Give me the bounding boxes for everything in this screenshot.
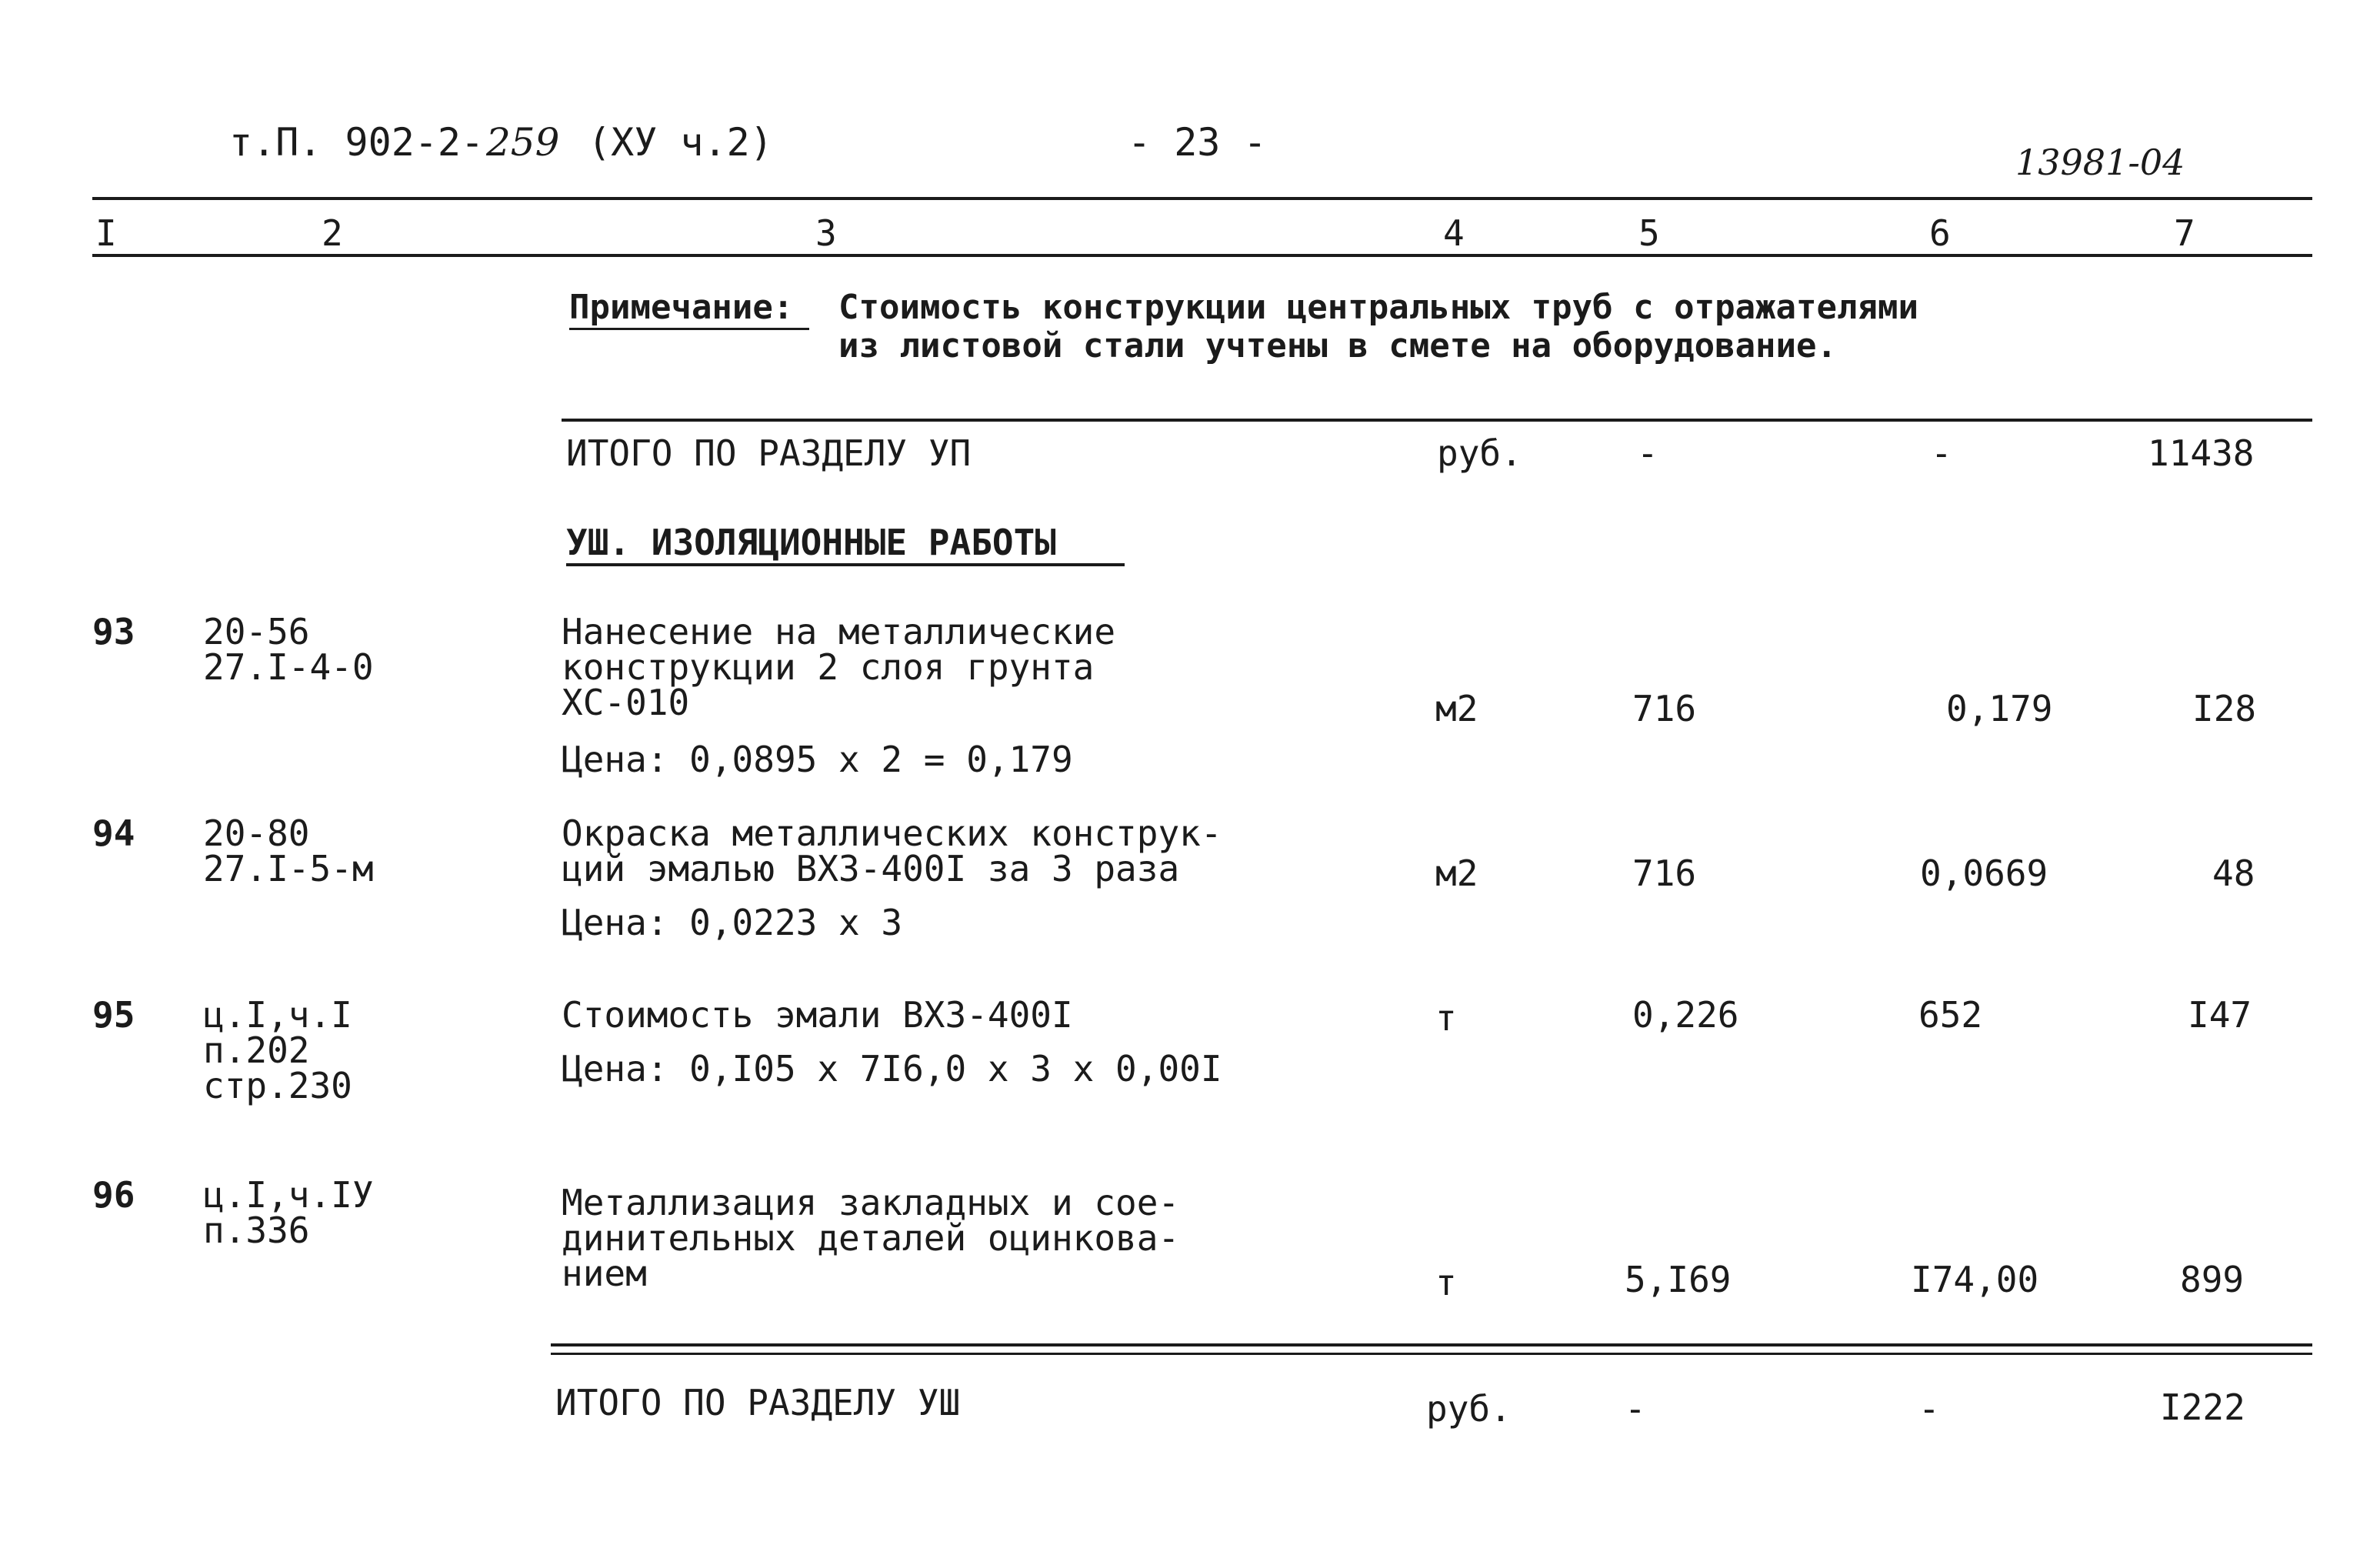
note-label-underline	[569, 328, 809, 330]
row-description: Металлизация закладных и сое- динительных деталей оцинкова- нием	[562, 1182, 1180, 1294]
row-number: 93	[92, 611, 135, 652]
page-number: - 23 -	[1128, 120, 1267, 165]
row-code: 20-80 27.I-5-м	[203, 813, 374, 889]
column-number-3: 3	[815, 212, 837, 254]
row-price-note: Цена: 0,I05 x 7I6,0 x 3 x 0,00I	[562, 1048, 1222, 1090]
total-qty: -	[1625, 1388, 1646, 1430]
row-sum: 48	[2212, 853, 2255, 894]
row-number: 94	[92, 813, 135, 854]
row-number: 96	[92, 1174, 135, 1216]
section-8-total-rule-1	[551, 1343, 2312, 1346]
total-unit: руб.	[1437, 432, 1522, 474]
row-code: ц.I,ч.I п.202 стр.230	[203, 994, 352, 1106]
doc-code-suffix: (ХУ ч.2)	[588, 120, 773, 165]
total-sum: 11438	[2148, 432, 2255, 474]
row-unit: т	[1435, 1262, 1457, 1303]
total-label: ИТОГО ПО РАЗДЕЛУ УП	[566, 432, 972, 474]
row-description: Нанесение на металлические конструкции 2 слоя грунта ХС-010	[562, 611, 1116, 723]
row-code: ц.I,ч.IУ п.336	[203, 1174, 374, 1251]
row-unit: т	[1435, 997, 1457, 1039]
total-label: ИТОГО ПО РАЗДЕЛУ УШ	[555, 1382, 961, 1423]
section-7-total-rule	[562, 419, 2312, 422]
column-number-6: 6	[1929, 212, 1951, 254]
doc-code-handwritten-number: 259	[486, 120, 560, 165]
column-number-5: 5	[1638, 212, 1660, 254]
row-qty: 716	[1632, 688, 1697, 729]
total-price: -	[1918, 1388, 1940, 1430]
row-sum: 899	[2180, 1259, 2245, 1300]
row-qty: 0,226	[1632, 994, 1739, 1036]
doc-code-prefix: т.П. 902-2-	[229, 120, 485, 165]
section-8-title-underline	[566, 563, 1125, 566]
row-unit: м2	[1435, 853, 1478, 894]
row-qty: 716	[1632, 853, 1697, 894]
row-unit: м2	[1435, 688, 1478, 729]
row-price-note: Цена: 0,0895 x 2 = 0,179	[562, 739, 1073, 780]
row-price-note: Цена: 0,0223 x 3	[562, 902, 903, 943]
section-8-title: УШ. ИЗОЛЯЦИОННЫЕ РАБОТЫ	[566, 522, 1056, 563]
row-price: I74,00	[1911, 1259, 2039, 1300]
total-price: -	[1931, 432, 1952, 474]
column-number-7: 7	[2174, 212, 2195, 254]
note-label: Примечание:	[569, 288, 794, 327]
row-code: 20-56 27.I-4-0	[203, 611, 374, 688]
note-text-line-1: Стоимость конструкции центральных труб с отражателями	[838, 288, 1918, 327]
row-price: 0,179	[1946, 688, 2053, 729]
row-qty: 5,I69	[1625, 1259, 1732, 1300]
row-description: Окраска металлических конструк- ций эмалью ВХЗ-400I за 3 раза	[562, 813, 1222, 889]
total-qty: -	[1637, 432, 1658, 474]
total-unit: руб.	[1426, 1388, 1512, 1430]
row-price: 652	[1918, 994, 1983, 1036]
column-number-1: I	[95, 212, 117, 254]
row-sum: I28	[2192, 688, 2257, 729]
row-sum: I47	[2188, 994, 2252, 1036]
row-price: 0,0669	[1920, 853, 2048, 894]
column-number-4: 4	[1443, 212, 1465, 254]
column-header-rule	[92, 254, 2312, 257]
inventory-number-handwritten: 13981-04	[2015, 142, 2185, 183]
column-number-2: 2	[322, 212, 343, 254]
note-text-line-2: из листовой стали учтены в смете на оборудование.	[838, 326, 1838, 365]
section-8-total-rule-2	[551, 1353, 2312, 1355]
total-sum: I222	[2160, 1386, 2245, 1428]
top-rule	[92, 197, 2312, 200]
row-description: Стоимость эмали ВХЗ-400I	[562, 994, 1073, 1036]
row-number: 95	[92, 994, 135, 1036]
